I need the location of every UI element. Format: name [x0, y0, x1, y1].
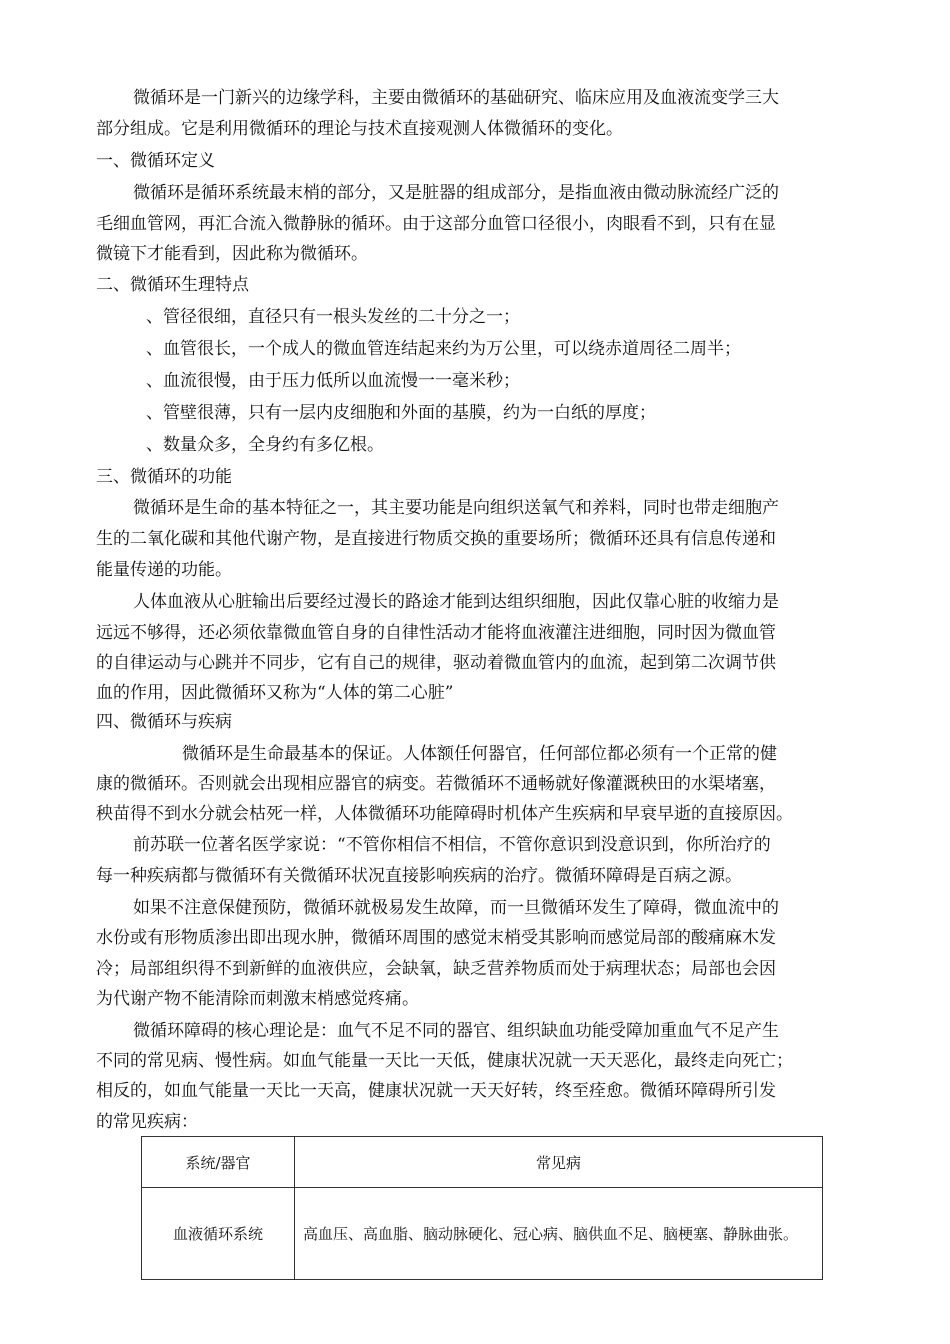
feature-item-4: 、管壁很薄，只有一层内皮细胞和外面的基膜，约为一白纸的厚度； — [146, 403, 656, 423]
disease-para4-line-2: 不同的常见病、慢性病。如血气能量一天比一天低，健康状况就一天天恶化，最终走向死亡； — [96, 1051, 793, 1071]
disease-para3-line-3: 冷；局部组织得不到新鲜的血液供应，会缺氧，缺乏营养物质而处于病理状态；局部也会因 — [96, 959, 776, 979]
feature-item-3: 、血流很慢，由于压力低所以血流慢一一毫米秒； — [146, 371, 520, 391]
disease-para4-line-1: 微循环障碍的核心理论是：血气不足不同的器官、组织缺血功能受障加重血气不足产生 — [133, 1021, 779, 1041]
function-para2-line-4: 血的作用，因此微循环又称为“人体的第二心脏” — [96, 683, 454, 703]
feature-item-5: 、数量众多，全身约有多亿根。 — [146, 435, 384, 455]
function-para1-line-3: 能量传递的功能。 — [96, 560, 232, 580]
table-cell-diseases: 高血压、高血脂、脑动脉硬化、冠心病、脑供血不足、脑梗塞、静脉曲张。 — [295, 1188, 823, 1280]
disease-para1-line-1: 微循环是生命最基本的保证。人体额任何器官，任何部位都必须有一个正常的健 — [182, 744, 777, 764]
function-para1-line-1: 微循环是生命的基本特征之一，其主要功能是向组织送氧气和养料，同时也带走细胞产 — [133, 498, 779, 518]
disease-para3-line-4: 为代谢产物不能清除而刺激末梢感觉疼痛。 — [96, 989, 419, 1009]
function-para1-line-2: 生的二氧化碳和其他代谢产物，是直接进行物质交换的重要场所；微循环还具有信息传递和 — [96, 529, 776, 549]
function-para2-line-1: 人体血液从心脏输出后要经过漫长的路途才能到达组织细胞，因此仅靠心脏的收缩力是 — [133, 592, 779, 612]
disease-table — [141, 1136, 823, 1280]
disease-para1-line-2: 康的微循环。否则就会出现相应器官的病变。若微循环不通畅就好像灌溉秧田的水渠堵塞， — [96, 774, 776, 794]
section-heading-disease: 四、微循环与疾病 — [96, 712, 232, 732]
section-heading-features: 二、微循环生理特点 — [96, 275, 249, 295]
disease-para1-line-3: 秧苗得不到水分就会枯死一样，人体微循环功能障碍时机体产生疾病和早衰早逝的直接原因。 — [96, 804, 793, 824]
definition-line-1: 微循环是循环系统最末梢的部分，又是脏器的组成部分，是指血液由微动脉流经广泛的 — [133, 183, 779, 203]
definition-line-2: 毛细血管网，再汇合流入微静脉的循环。由于这部分血管口径很小，肉眼看不到，只有在显 — [96, 214, 776, 234]
intro-paragraph-line-2: 部分组成。它是利用微循环的理论与技术直接观测人体微循环的变化。 — [96, 119, 623, 139]
intro-paragraph-line-1: 微循环是一门新兴的边缘学科，主要由微循环的基础研究、临床应用及血液流变学三大 — [133, 88, 779, 108]
disease-para2-line-2: 每一种疾病都与微循环有关微循环状况直接影响疾病的治疗。微循环障碍是百病之源。 — [96, 866, 742, 886]
table-header-system: 系统/器官 — [142, 1137, 295, 1188]
table-row — [142, 1188, 823, 1280]
feature-item-1: 、管径很细，直径只有一根头发丝的二十分之一； — [146, 307, 520, 327]
section-heading-function: 三、微循环的功能 — [96, 467, 232, 487]
disease-para4-line-3: 相反的，如血气能量一天比一天高，健康状况就一天天好转，终至痊愈。微循环障碍所引发 — [96, 1081, 776, 1101]
disease-para3-line-1: 如果不注意保健预防，微循环就极易发生故障，而一旦微循环发生了障碍，微血流中的 — [133, 898, 779, 918]
table-header-diseases: 常见病 — [295, 1137, 823, 1188]
section-heading-definition: 一、微循环定义 — [96, 151, 215, 171]
disease-para2-line-1: 前苏联一位著名医学家说：“不管你相信不相信，不管你意识到没意识到，你所治疗的 — [133, 835, 771, 855]
function-para2-line-3: 的自律运动与心跳并不同步，它有自己的规律，驱动着微血管内的血流，起到第二次调节供 — [96, 653, 776, 673]
feature-item-2: 、血管很长，一个成人的微血管连结起来约为万公里，可以绕赤道周径二周半； — [146, 339, 741, 359]
table-cell-system: 血液循环系统 — [142, 1188, 295, 1280]
disease-para4-line-4: 的常见疾病： — [96, 1112, 198, 1132]
definition-line-3: 微镜下才能看到，因此称为微循环。 — [96, 244, 368, 264]
disease-para3-line-2: 水份或有形物质渗出即出现水肿，微循环周围的感觉末梢受其影响而感觉局部的酸痛麻木发 — [96, 928, 776, 948]
function-para2-line-2: 远远不够得，还必须依靠微血管自身的自律性活动才能将血液灌注进细胞，同时因为微血管 — [96, 623, 776, 643]
table-header-row — [142, 1137, 823, 1188]
